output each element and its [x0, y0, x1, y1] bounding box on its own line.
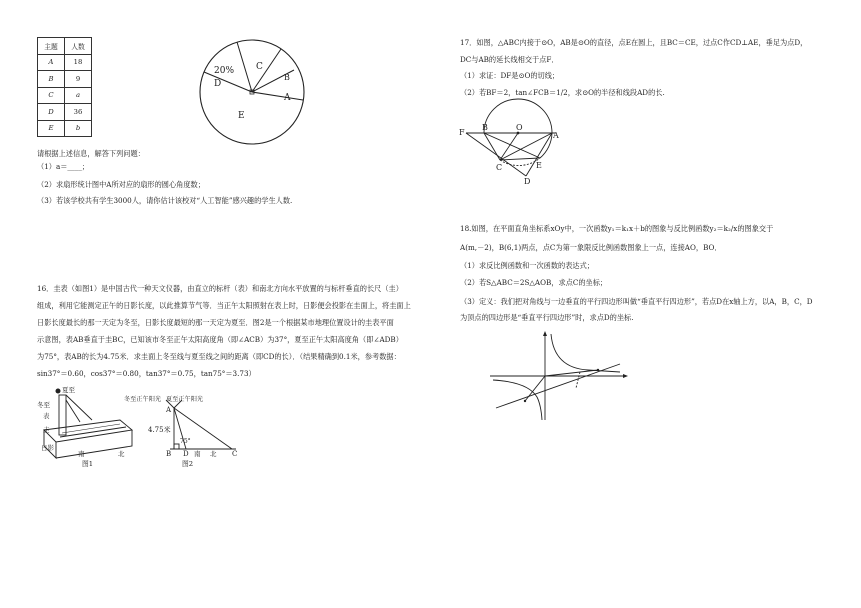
question-part-1: （1）a＝____；: [37, 162, 89, 171]
pie-label-a: A: [284, 93, 291, 103]
question-part-2: （2）求扇形统计图中A所对应的扇形的圆心角度数；: [37, 180, 205, 189]
fig1-north-label: 北: [118, 450, 125, 458]
p17-point-c: C: [496, 163, 503, 172]
problem16-line: sin37°＝0.60，cos37°＝0.80，tan37°＝0.75，tan75°＝3.73）: [37, 369, 256, 378]
problem16-line: 为75°，表AB的长为4.75米．求圭面上冬至线与夏至线之间的距离（即CD的长）．（结果精确到0.1米，参考数据：: [37, 352, 401, 361]
problem17-line: DC与AB的延长线相交于点F．: [460, 55, 559, 64]
p17-point-o: O: [516, 123, 523, 132]
problem18-line: （1）求反比例函数和一次函数的表达式；: [460, 261, 594, 270]
fig2-point-d: D: [183, 450, 189, 458]
fig2-angle: 75°: [180, 438, 191, 445]
fig2-caption: 图2: [182, 460, 194, 468]
table-cell: A: [38, 54, 65, 71]
table-cell: B: [38, 71, 65, 88]
table-cell: C: [38, 87, 65, 104]
problem18-line: 为顶点的四边形是“垂直平行四边形”时，求点D的坐标.: [460, 313, 634, 322]
fig2-winter-light: 冬至正午阳光: [124, 396, 162, 403]
fig1-biao-label: 表: [43, 412, 50, 420]
table-cell: 9: [65, 71, 92, 88]
table-cell: a: [65, 87, 92, 104]
problem18-line: 18.如图，在平面直角坐标系xOy中，一次函数y₁＝k₁x＋b的图象与反比例函数y₂＝k₂/x的图象交于: [460, 224, 774, 233]
fig1-gui-label: 圭: [43, 426, 50, 434]
fig1-shadow-label: 日影: [41, 444, 54, 452]
pie-label-e: E: [238, 111, 245, 121]
table-header: 人数: [65, 38, 92, 55]
problem16-line: 组成，利用它能测定正午的日影长度，以此推算节气等．当正午太阳照射在表上时，日影便会投影在圭面上，将圭面上: [37, 301, 411, 310]
problem18-line: （3）定义：我们把对角线与一边垂直的平行四边形叫做“垂直平行四边形”，若点D在x轴上方，以A，B，C，D: [460, 297, 813, 306]
question-prompt: 请根据上述信息，解答下列问题：: [37, 149, 145, 158]
fig1-winter-label: 冬至: [37, 401, 50, 409]
fig1-south-label: 南: [78, 450, 85, 458]
problem17-line: （1）求证：DF是⊙O的切线；: [460, 71, 560, 80]
table-header: 主题: [38, 38, 65, 55]
fig2-point-b: B: [166, 450, 172, 458]
pie-label-b: B: [284, 73, 290, 82]
table-cell: b: [65, 120, 92, 137]
problem17-line: （2）若BF＝2，tan∠FCB＝1/2，求⊙O的半径和线段AD的长.: [460, 88, 665, 97]
p17-point-e: E: [536, 161, 542, 170]
fig2-summer-light: 夏至正午阳光: [166, 396, 204, 403]
fig1-caption: 图1: [82, 460, 94, 468]
fig2-south: 南: [194, 450, 201, 458]
problem17-line: 17．如图，△ABC内接于⊙O，AB是⊙O的直径，点E在圆上，且BC＝CE，过点C作CD⊥AE，垂足为点D，: [460, 38, 808, 47]
p17-point-f: F: [459, 128, 465, 137]
p17-point-b: B: [482, 123, 488, 132]
fig2-length: 4.75米: [148, 426, 171, 434]
table-cell: 36: [65, 104, 92, 121]
pie-label-d-pct: 20%: [214, 66, 235, 76]
question-part-3: （3）若该学校共有学生3000人，请你估计该校对“人工智能”感兴趣的学生人数.: [37, 196, 293, 205]
pie-label-d: D: [214, 79, 222, 89]
problem16-line: 示意图，表AB垂直于圭BC，已知该市冬至正午太阳高度角（即∠ACB）为37°，夏至正午太阳高度角（即∠ADB）: [37, 335, 403, 344]
table-cell: D: [38, 104, 65, 121]
table-cell: E: [38, 120, 65, 137]
table-cell: 18: [65, 54, 92, 71]
fig2-north: 北: [210, 450, 217, 458]
fig2-point-a: A: [166, 406, 172, 414]
problem18-line: A(m,－2)，B(6,1)两点，点C为第一象限反比例函数图象上一点，连接AO，BO．: [460, 243, 722, 252]
problem16-line: 16．圭表（如图1）是中国古代一种天文仪器，由直立的标杆（表）和南北方向水平放置的与标杆垂直的长尺（圭）: [37, 284, 403, 293]
problem16-line: 日影长度最长的那一天定为冬至，日影长度最短的那一天定为夏至．图2是一个根据某市地理位置设计的圭表平面: [37, 318, 394, 327]
fig2-point-c: C: [232, 450, 238, 458]
fig1-summer-label: 夏至: [62, 386, 75, 394]
p17-point-a: A: [553, 131, 559, 140]
pie-label-c: C: [256, 62, 263, 72]
p17-point-d: D: [524, 177, 531, 186]
problem18-line: （2）若S△ABC＝2S△AOB，求点C的坐标；: [460, 278, 608, 287]
